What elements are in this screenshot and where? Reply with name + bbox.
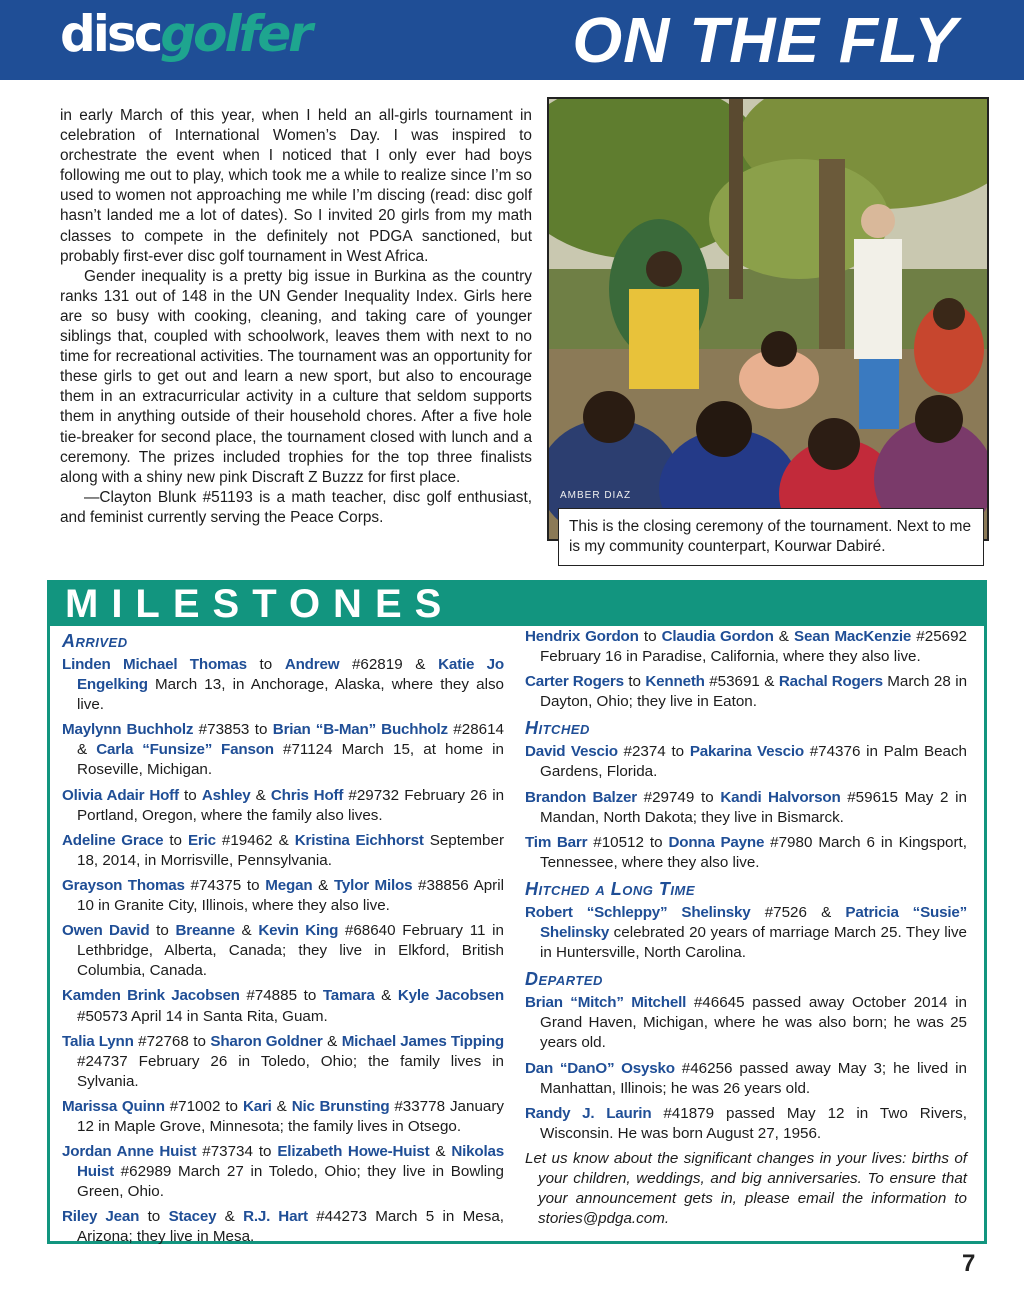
section-title: ON THE FLY (572, 4, 958, 76)
milestone-name: Katie Jo Engelking (77, 656, 505, 694)
milestone-text: #71124 March 15, at home in Roseville, Michigan. (77, 741, 504, 779)
milestone-name: Tim Barr (525, 833, 588, 851)
submission-call-to-action: Let us know about the significant changes in your lives: births of your children, weddings, and big anniversaries. To ensure that your announcement gets in, please email the information to stories@pdga.com. (525, 1149, 967, 1228)
photo-credit: AMBER DIAZ (560, 490, 632, 501)
milestone-name: Elizabeth Howe-Huist (277, 1143, 430, 1161)
category-heading-departed: Departed (525, 969, 603, 990)
milestone-entry (62, 876, 504, 916)
milestone-name: Dan “DanO” Osysko (525, 1059, 675, 1077)
milestone-entry (62, 921, 504, 981)
category-heading-arrived: Arrived (62, 631, 128, 651)
milestone-name: Kristina Eichhorst (294, 831, 424, 849)
milestone-name: Riley Jean (62, 1208, 140, 1226)
milestone-text: #24737 February 26 in Toledo, Ohio; the family lives in Sylvania. (77, 1052, 504, 1090)
milestone-entry (525, 1059, 967, 1099)
milestone-text: #46645 passed away October 2014 in Grand Haven, Michigan, where he was also born; he was 25 years old. (540, 994, 967, 1052)
milestone-name: Grayson Thomas (62, 876, 185, 894)
milestone-name: Brandon Balzer (525, 788, 637, 806)
milestone-name: Kevin King (258, 922, 339, 940)
milestone-name: Claudia Gordon (661, 628, 774, 645)
milestone-entry (62, 1097, 504, 1137)
milestone-name: Carla “Funsize” Fanson (96, 741, 274, 759)
milestones-header (47, 580, 987, 626)
milestone-text: #44273 March 5 in Mesa, Arizona; they live in Mesa. (77, 1208, 505, 1246)
milestone-text: #7980 March 6 in Kingsport, Tennessee, where they also live. (540, 833, 967, 871)
milestone-name: Kandi Halvorson (720, 788, 841, 806)
milestone-text: #29749 to (636, 788, 721, 806)
milestones-right-column (525, 627, 967, 1229)
milestone-text: March 13, in Anchorage, Alaska, where they also live. (77, 676, 504, 714)
milestone-text: & (216, 1208, 244, 1226)
milestone-text: #38856 April 10 in Granite City, Illinois, where they also live. (77, 876, 504, 915)
milestone-entry (525, 742, 967, 782)
milestone-text: to (149, 922, 176, 940)
milestone-entry (525, 993, 967, 1053)
milestone-name: Brian “Mitch” Mitchell (525, 994, 687, 1012)
milestone-text: September 18, 2014, in Morrisville, Pennsylvania. (77, 831, 505, 869)
milestone-name: Chris Hoff (270, 786, 344, 804)
milestone-name: Maylynn Buchholz (62, 721, 194, 739)
milestone-text: #41879 passed May 12 in Two Rivers, Wisconsin. He was born August 27, 1956. (540, 1104, 967, 1142)
milestone-name: R.J. Hart (243, 1208, 308, 1226)
milestone-entry (62, 1207, 504, 1247)
milestone-name: Carter Rogers (525, 673, 624, 691)
milestone-text: #73853 to (193, 721, 273, 739)
page-number: 7 (962, 1250, 976, 1277)
milestone-text: #62989 March 27 in Toledo, Ohio; they live in Bowling Green, Ohio. (77, 1163, 504, 1201)
milestone-text: & (312, 876, 334, 894)
milestone-text: & (234, 922, 259, 940)
milestone-name: Hendrix Gordon (525, 628, 639, 645)
milestone-text: #74375 to (184, 876, 266, 894)
milestone-text: to (139, 1208, 169, 1226)
milestone-entry (62, 786, 504, 826)
milestone-name: Olivia Adair Hoff (62, 786, 179, 804)
milestone-name: Robert “Schleppy” Shelinsky (525, 903, 751, 921)
milestone-name: Owen David (62, 922, 150, 940)
milestone-name: Talia Lynn (62, 1032, 134, 1050)
milestone-name: Megan (265, 876, 313, 894)
milestone-name: Tamara (322, 987, 375, 1005)
milestone-text: #53691 & (704, 673, 779, 691)
category-heading-hitched: Hitched (525, 718, 590, 739)
article-text (60, 106, 532, 528)
milestone-entry (525, 903, 967, 963)
milestone-name: Jordan Anne Huist (62, 1143, 197, 1161)
milestone-entry (62, 831, 504, 871)
logo-golfer: golfer (160, 5, 310, 63)
milestone-text: #50573 April 14 in Santa Rita, Guam. (77, 1007, 328, 1025)
milestone-name: Kenneth (645, 673, 705, 691)
milestone-name: Kyle Jacobsen (397, 987, 504, 1005)
milestone-text: #72768 to (133, 1032, 211, 1050)
author-bio: —Clayton Blunk #51193 is a math teacher, disc golf enthusiast, and feminist currently serving the Peace Corps. (60, 488, 532, 526)
milestones-title: MILESTONES (65, 582, 455, 626)
milestone-entry (525, 1104, 967, 1144)
milestone-name: Donna Payne (668, 833, 765, 851)
milestone-text: #59615 May 2 in Mandan, North Dakota; they live in Bismarck. (540, 788, 967, 826)
article-paragraph: in early March of this year, when I held an all-girls tournament in celebration of International Women’s Day. I was inspired to orchestrate the event when I noticed that I only ever had boys following me out to play, which took me a while to realize since I’m so used to women not approaching me while I’m discing (read: disc golf hasn’t landed me a lot of dates). So I invited 20 girls from my math classes to compete in the definitely not PDGA sanctioned, but probably first-ever disc golf tournament in West Africa. (60, 107, 532, 265)
milestone-name: Sean MacKenzie (794, 628, 912, 645)
milestone-text: #62819 & (339, 656, 439, 673)
milestone-entry (62, 720, 504, 780)
milestone-text: #28614 & (77, 721, 504, 759)
milestone-entry (62, 1142, 504, 1202)
logo-disc: disc (60, 5, 161, 63)
milestone-entry (525, 833, 967, 873)
milestone-name: David Vescio (525, 743, 618, 761)
milestone-name: Pakarina Vescio (689, 743, 804, 761)
milestone-name: Marissa Quinn (62, 1097, 165, 1115)
milestone-entry (525, 627, 967, 667)
milestone-text: & (250, 786, 271, 804)
milestone-text: #7526 & (750, 903, 846, 921)
milestone-name: Michael James Tipping (341, 1032, 504, 1050)
milestone-name: Eric (188, 831, 216, 849)
milestone-name: Nikolas Huist (77, 1143, 504, 1181)
milestone-entry (525, 788, 967, 828)
milestones-left-column (62, 630, 504, 1253)
milestone-entry (62, 1032, 504, 1092)
milestone-text: #73734 to (196, 1143, 278, 1161)
milestone-text: to (623, 673, 646, 691)
milestone-text: to (246, 656, 285, 673)
milestone-text: #10512 to (587, 833, 669, 851)
milestone-name: Rachal Rogers (778, 673, 883, 691)
photo-caption: This is the closing ceremony of the tournament. Next to me is my community counterpart, Kourwar Dabiré. (558, 508, 984, 566)
milestone-text: #19462 & (215, 831, 295, 849)
milestone-name: Kari (242, 1097, 272, 1115)
article-paragraph: Gender inequality is a pretty big issue in Burkina as the country ranks 131 out of 148 in the UN Gender Inequality Index. Girls here are so busy with cooking, cleaning, and taking care of younger siblings that, coupled with schoolwork, leaves them with next to no time for recreational activities. The tournament was an opportunity for these girls to get out and learn a new sport, but also to encourage them in an extracurricular activity in a culture that seldom supports them in anything outside of their household chores. After a five hole tie-breaker for second place, the tournament closed with lunch and a ceremony. The prizes included trophies for the top three finalists along with a shiny new pink Discraft Z Buzzz for first place. (60, 267, 532, 486)
milestone-text: celebrated 20 years of marriage March 25. They live in Huntersville, North Carolina. (540, 924, 967, 962)
milestone-text: #68640 February 11 in Lethbridge, Alberta, Canada; they live in Elkford, British Columbia, Canada. (77, 922, 504, 980)
milestone-name: Tylor Milos (333, 876, 413, 894)
milestone-text: #25692 February 16 in Paradise, California, where they also live. (540, 628, 967, 666)
milestone-name: Andrew (284, 656, 340, 673)
milestone-text: #46256 passed away May 3; he lived in Manhattan, Illinois; he was 26 years old. (540, 1059, 967, 1097)
milestone-name: Ashley (201, 786, 251, 804)
milestone-text: & (773, 628, 795, 645)
milestone-text: #74885 to (239, 987, 323, 1005)
milestone-name: Stacey (168, 1208, 217, 1226)
milestone-entry (62, 986, 504, 1026)
milestone-name: Kamden Brink Jacobsen (62, 987, 240, 1005)
milestone-text: #33778 January 12 in Maple Grove, Minnesota; the family lives in Otsego. (77, 1097, 504, 1135)
ceremony-photo (547, 97, 989, 541)
milestone-text: to (178, 786, 202, 804)
milestone-text: #74376 in Palm Beach Gardens, Florida. (540, 743, 968, 781)
milestone-name: Adeline Grace (62, 831, 164, 849)
milestone-name: Randy J. Laurin (525, 1104, 652, 1122)
milestone-text: & (322, 1032, 342, 1050)
category-heading-hitched-long: Hitched a Long Time (525, 878, 695, 899)
milestone-name: Breanne (175, 922, 235, 940)
milestone-name: Patricia “Susie” Shelinsky (540, 903, 967, 942)
milestone-text: to (638, 628, 662, 645)
milestone-name: Linden Michael Thomas (62, 656, 247, 673)
milestone-text: March 28 in Dayton, Ohio; they live in Eaton. (540, 673, 968, 711)
milestone-entry (62, 655, 504, 715)
milestone-name: Nic Brunsting (291, 1097, 390, 1115)
milestone-name: Sharon Goldner (210, 1032, 323, 1050)
milestone-name: Brian “B-Man” Buchholz (272, 721, 448, 739)
magazine-logo[interactable] (60, 2, 310, 66)
milestone-text: #71002 to (164, 1097, 243, 1115)
milestone-text: to (163, 831, 188, 849)
milestone-text: & (429, 1143, 452, 1161)
milestone-text: #29732 February 26 in Portland, Oregon, where the family also lives. (77, 786, 505, 824)
milestone-entry (525, 672, 967, 712)
photo-illustration (549, 99, 989, 541)
milestone-text: & (374, 987, 398, 1005)
header-banner (0, 0, 1024, 80)
milestone-text: & (271, 1097, 292, 1115)
milestone-text: #2374 to (617, 743, 690, 761)
